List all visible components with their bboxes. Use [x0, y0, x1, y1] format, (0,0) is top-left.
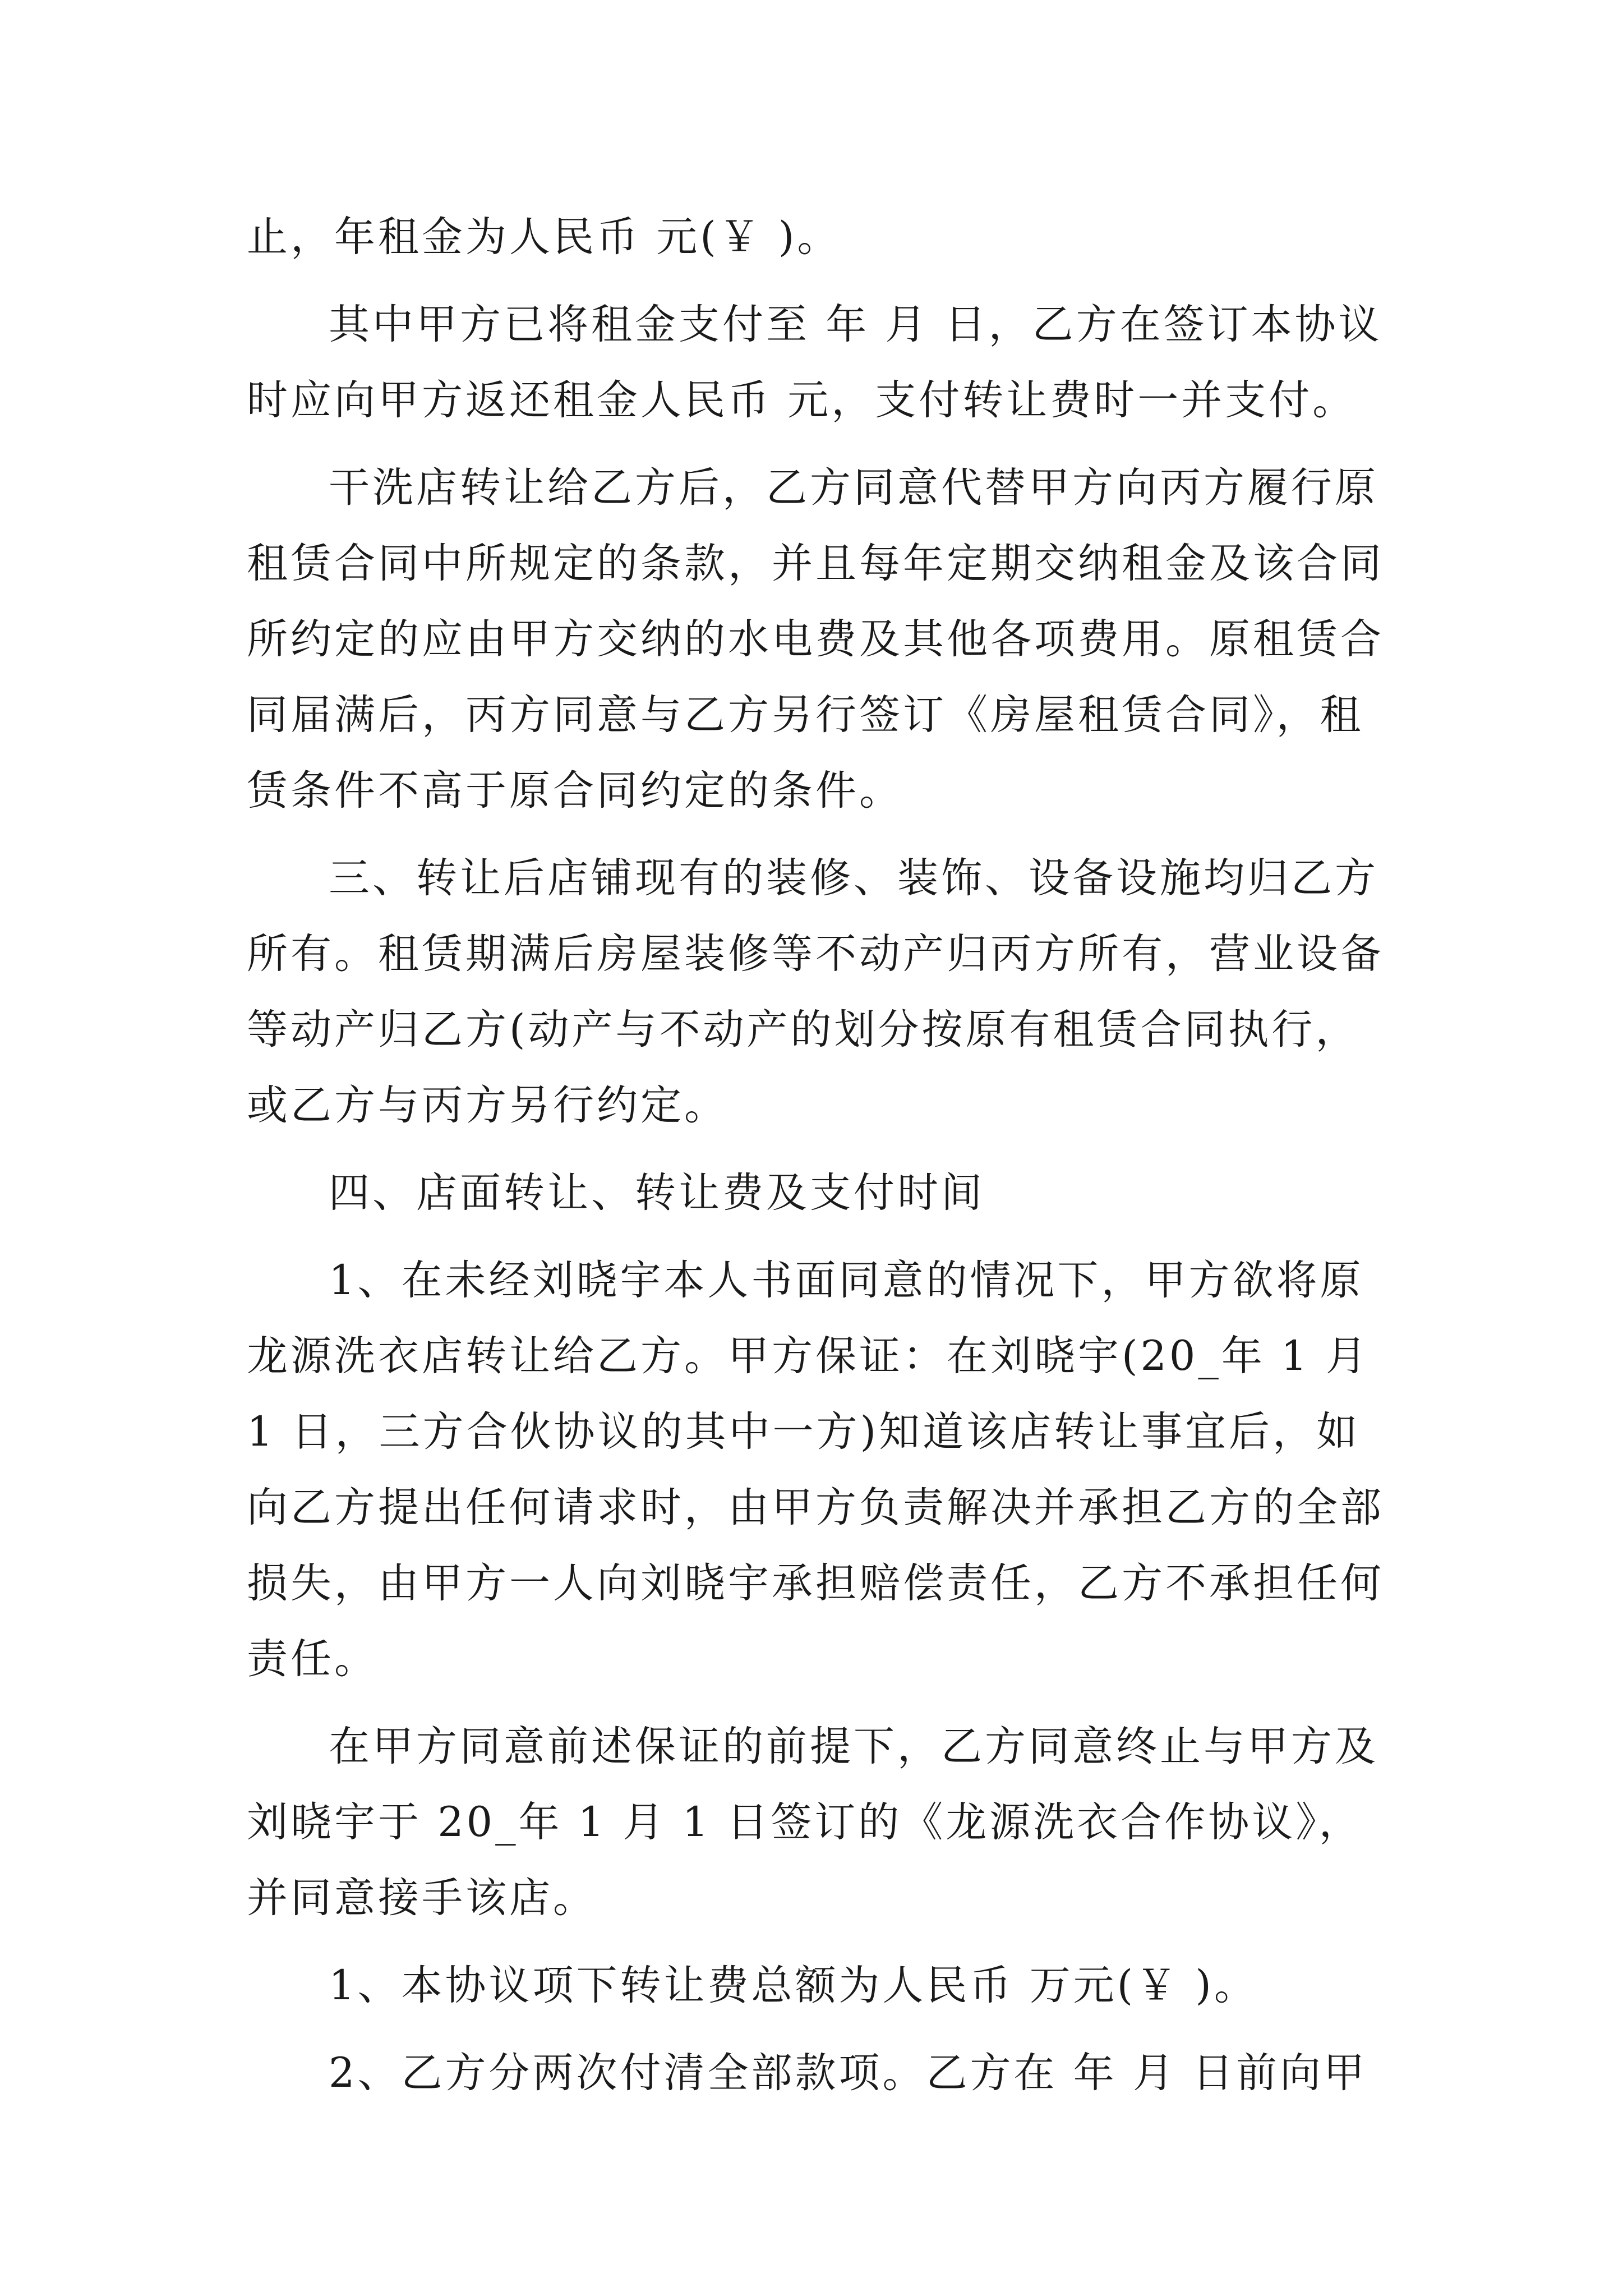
- paragraph-annual-rent: 止，年租金为人民币 元(￥ )。: [247, 213, 841, 261]
- paragraph-rent-refund: 其中甲方已将租金支付至 年 月 日，乙方在签订本协议时应向甲方返还租金人民币 元，支付转让费时一并支付。: [247, 301, 1382, 424]
- paragraph-item-2-payment: 2、乙方分两次付清全部款项。乙方在 年 月 日前向甲: [329, 2049, 1368, 2097]
- document-body: [247, 199, 1391, 2123]
- paragraph-lease-obligations: 干洗店转让给乙方后，乙方同意代替甲方向丙方履行原租赁合同中所规定的条款，并且每年定期交纳租金及该合同所约定的应由甲方交纳的水电费及其他各项费用。原租赁合同届满后，丙方同意与乙方另行签订《房屋租赁合同》，租赁条件不高于原合同约定的条件。: [247, 464, 1384, 815]
- paragraph-clause-four-heading: 四、店面转让、转让费及支付时间: [329, 1169, 985, 1217]
- paragraph-termination: 在甲方同意前述保证的前提下，乙方同意终止与甲方及刘晓宇于 20_年 1 月 1 日签订的《龙源洗衣合作协议》，并同意接手该店。: [247, 1723, 1378, 1922]
- paragraph-clause-three: 三、转让后店铺现有的装修、装饰、设备设施均归乙方所有。租赁期满后房屋装修等不动产归丙方所有，营业设备等动产归乙方(动产与不动产的划分按原有租赁合同执行，或乙方与丙方另行约定。: [247, 854, 1384, 1129]
- paragraph-item-1-guarantee: 1、在未经刘晓宇本人书面同意的情况下，甲方欲将原龙源洗衣店转让给乙方。甲方保证：在刘晓宇(20_年 1 月 1 日，三方合伙协议的其中一方)知道该店转让事宜后，如向乙方提出任何请求时，由甲方负责解决并承担乙方的全部损失，由甲方一人向刘晓宇承担赔偿责任，乙方不承担任何责任。: [247, 1257, 1384, 1683]
- paragraph-item-1-fee-total: 1、本协议项下转让费总额为人民币 万元(￥ )。: [329, 1962, 1258, 2009]
